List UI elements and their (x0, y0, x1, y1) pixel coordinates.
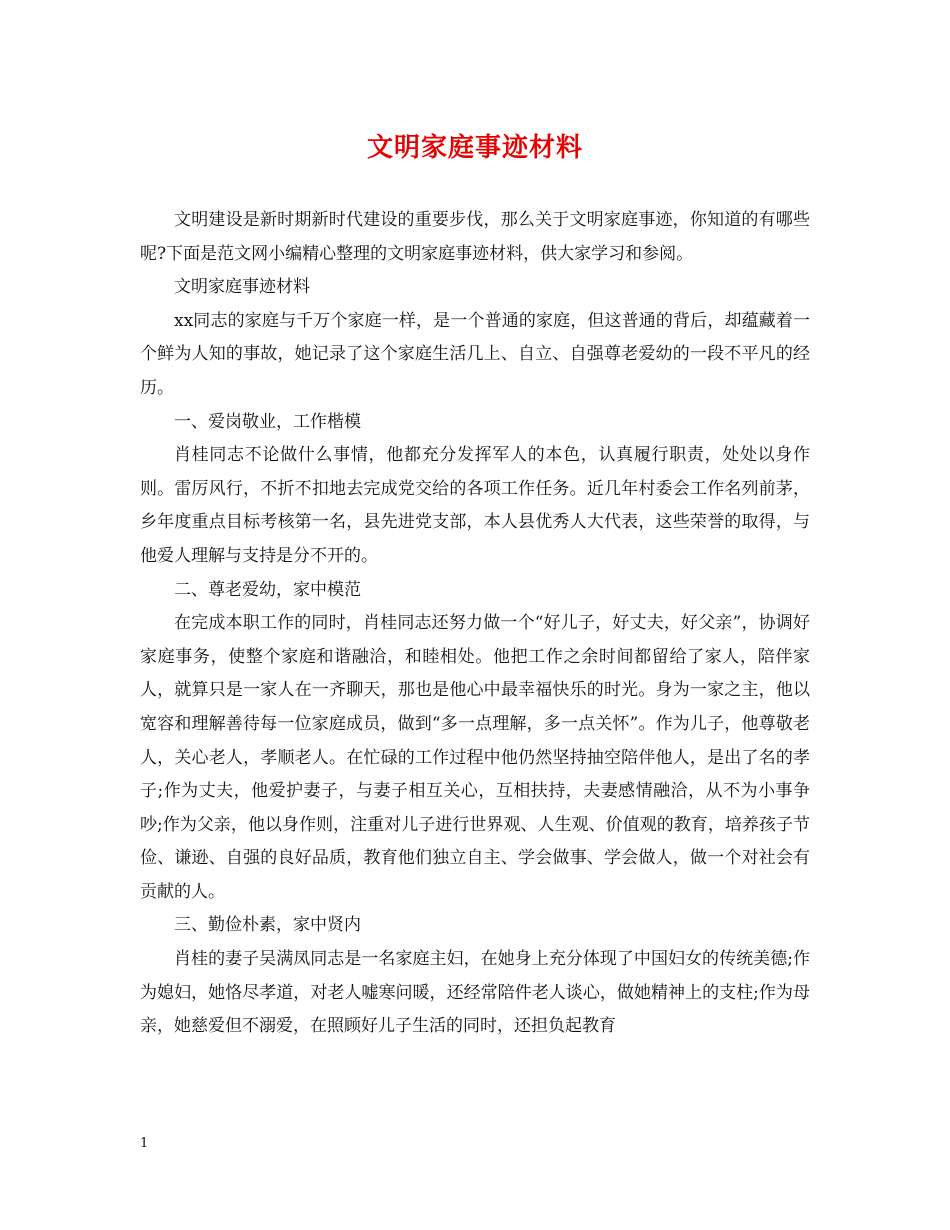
document-body (140, 204, 810, 1044)
paragraph-section-3: 肖桂的妻子吴满凤同志是一名家庭主妇，在她身上充分体现了中国妇女的传统美德;作为媳妇，她恪尽孝道，对老人嘘寒问暖，还经常陪件老人谈心，做她精神上的支柱;作为母亲，她慈爱但不溺爱，在照顾好儿子生活的同时，还担负起教育 (140, 949, 810, 1037)
section-heading-3: 三、勤俭朴素，家中贤内 (174, 915, 361, 936)
section-heading-1: 一、爱岗敬业，工作楷模 (174, 411, 361, 432)
paragraph-section-1: 肖桂同志不论做什么事情，他都充分发挥军人的本色，认真履行职责，处处以身作则。雷厉风行，不折不扣地去完成党交给的各项工作任务。近几年村委会工作名列前茅，乡年度重点目标考核第一名，县先进党支部，本人县优秀人大代表，这些荣誉的取得，与他爱人理解与支持是分不开的。 (140, 445, 810, 566)
paragraph-overview: xx同志的家庭与千万个家庭一样，是一个普通的家庭，但这普通的背后，却蕴藏着一个鲜为人知的事故，她记录了这个家庭生活几上、自立、自强尊老爱幼的一段不平凡的经历。 (140, 310, 810, 398)
paragraph-intro: 文明建设是新时期新时代建设的重要步伐，那么关于文明家庭事迹，你知道的有哪些呢?下面是范文网小编精心整理的文明家庭事迹材料，供大家学习和参阅。 (140, 210, 810, 264)
paragraph-subtitle: 文明家庭事迹材料 (174, 277, 310, 298)
page-number: 1 (140, 1136, 149, 1151)
document-title: 文明家庭事迹材料 (366, 133, 583, 163)
section-heading-2: 二、尊老爱幼，家中模范 (174, 579, 361, 600)
paragraph-section-2: 在完成本职工作的同时，肖桂同志还努力做一个“好儿子，好丈夫，好父亲”，协调好家庭事务，使整个家庭和谐融洽，和睦相处。他把工作之余时间都留给了家人，陪伴家人，就算只是一家人在一齐聊天，那也是他心中最幸福快乐的时光。身为一家之主，他以宽容和理解善待每一位家庭成员，做到“多一点理解，多一点关怀”。作为儿子，他尊敬老人，关心老人，孝顺老人。在忙碌的工作过程中他仍然坚持抽空陪伴他人，是出了名的孝子;作为丈夫，他爱护妻子，与妻子相互关心，互相扶持，夫妻感情融洽，从不为小事争吵;作为父亲，他以身作则，注重对儿子进行世界观、人生观、价值观的教育，培养孩子节俭、谦逊、自强的良好品质，教育他们独立自主、学会做事、学会做人，做一个对社会有贡献的人。 (140, 613, 810, 902)
